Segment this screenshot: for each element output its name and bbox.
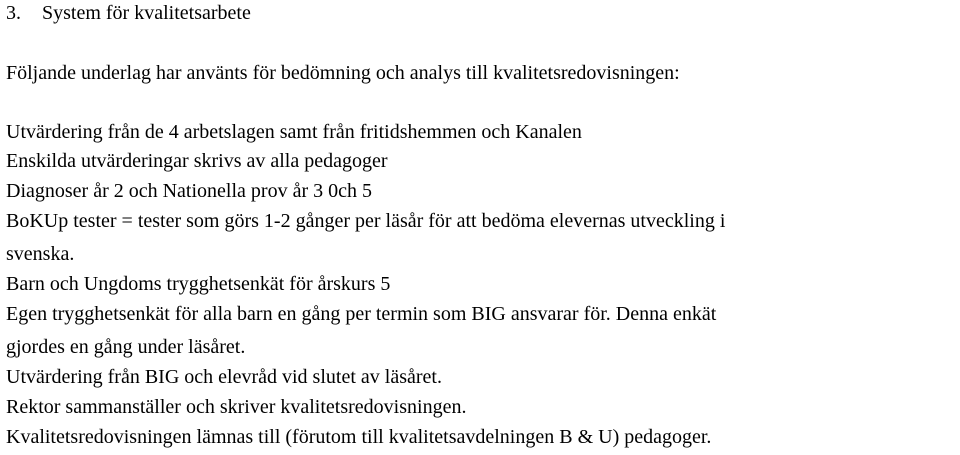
text-line: Egen trygghetsenkät för alla barn en gång per termin som BIG ansvarar för. Denna enkät xyxy=(6,303,717,325)
text-line: gjordes en gång under läsåret. xyxy=(6,336,246,358)
section-heading xyxy=(6,1,251,25)
section-number: 3. xyxy=(6,2,21,24)
intro-paragraph: Följande underlag har använts för bedömning och analys till kvalitetsredovisningen: xyxy=(6,62,680,84)
text-line: Barn och Ungdoms trygghetsenkät för årskurs 5 xyxy=(6,273,391,295)
text-line: Rektor sammanställer och skriver kvalitetsredovisningen. xyxy=(6,396,467,418)
text-line: Utvärdering från de 4 arbetslagen samt från fritidshemmen och Kanalen xyxy=(6,121,582,143)
section-title: System för kvalitetsarbete xyxy=(42,2,251,24)
text-line: Kvalitetsredovisningen lämnas till (förutom till kvalitetsavdelningen B & U) pedagoger. xyxy=(6,426,712,448)
text-line: Enskilda utvärderingar skrivs av alla pedagoger xyxy=(6,150,388,172)
text-line: Diagnoser år 2 och Nationella prov år 3 0ch 5 xyxy=(6,180,372,202)
text-line: svenska. xyxy=(6,243,75,265)
text-line: Utvärdering från BIG och elevråd vid slutet av läsåret. xyxy=(6,366,442,388)
text-line: BoKUp tester = tester som görs 1-2 gånger per läsår för att bedöma elevernas utveckling i xyxy=(6,210,726,232)
